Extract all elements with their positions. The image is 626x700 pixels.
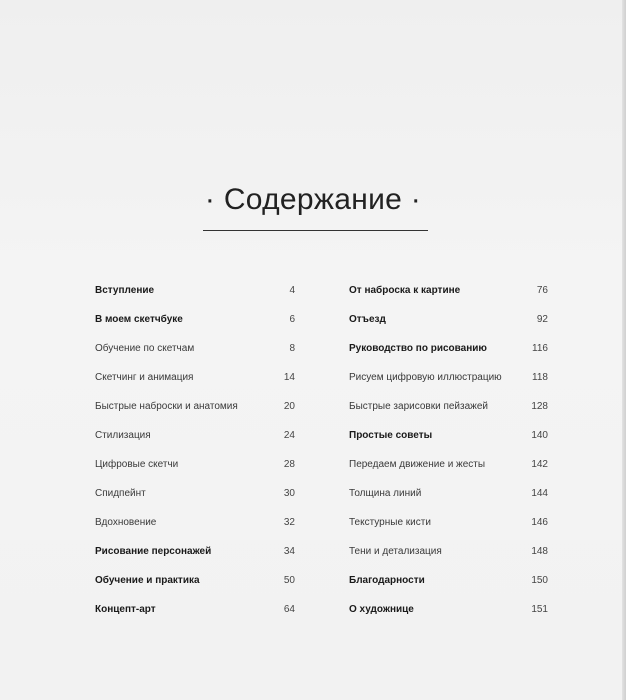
toc-entry-title: Благодарности xyxy=(349,575,425,586)
toc-entry-title: Вдохновение xyxy=(95,517,157,528)
toc-entry xyxy=(349,337,548,366)
toc-entry xyxy=(95,453,295,482)
toc-entry-title: Обучение по скетчам xyxy=(95,343,195,354)
toc-entry xyxy=(349,598,548,627)
toc-entry xyxy=(349,453,548,482)
toc-entry-title: Тени и детализация xyxy=(349,546,442,557)
toc-entry xyxy=(349,569,548,598)
page-title: · Содержание · xyxy=(204,183,422,216)
toc-entry-title: Цифровые скетчи xyxy=(95,459,179,470)
toc-entry-title: Передаем движение и жесты xyxy=(349,459,486,470)
toc-entry xyxy=(95,511,295,540)
toc-entry-page-number: 4 xyxy=(289,285,295,296)
toc-entry-page-number: 116 xyxy=(532,343,548,354)
toc-entry-title: Концепт-арт xyxy=(95,604,156,615)
toc-entry-page-number: 28 xyxy=(283,459,295,470)
toc-entry xyxy=(349,395,548,424)
toc-entry-page-number: 34 xyxy=(283,546,295,557)
toc-entry-title: В моем скетчбуке xyxy=(95,314,183,325)
toc-entry-page-number: 142 xyxy=(531,459,548,470)
toc-entry-page-number: 140 xyxy=(531,430,548,441)
toc-entry-page-number: 24 xyxy=(283,430,295,441)
toc-entry-page-number: 146 xyxy=(531,517,548,528)
toc-entry-page-number: 150 xyxy=(531,575,548,586)
toc-entry-title: Спидпейнт xyxy=(95,488,146,499)
toc-entry xyxy=(349,540,548,569)
toc-entry-page-number: 6 xyxy=(289,314,295,325)
toc-entry xyxy=(95,598,295,627)
toc-entry-page-number: 50 xyxy=(283,575,295,586)
toc-entry-page-number: 118 xyxy=(532,372,548,383)
title-underline xyxy=(203,230,428,231)
toc-entry-title: Быстрые наброски и анатомия xyxy=(95,401,238,412)
toc-entry-page-number: 64 xyxy=(283,604,295,615)
toc-entry-page-number: 151 xyxy=(531,604,548,615)
toc-entry xyxy=(349,308,548,337)
toc-entry xyxy=(349,511,548,540)
toc-entry xyxy=(95,482,295,511)
toc-entry-title: Рисуем цифровую иллюстрацию xyxy=(349,372,502,383)
toc-entry-title: Рисование персонажей xyxy=(95,546,212,557)
toc-entry-title: О художнице xyxy=(349,604,414,615)
toc-entry xyxy=(349,482,548,511)
toc-entry-title: Стилизация xyxy=(95,430,151,441)
toc-entry-page-number: 128 xyxy=(531,401,548,412)
toc-entry-page-number: 144 xyxy=(531,488,548,499)
toc-entry-title: Толщина линий xyxy=(349,488,422,499)
toc-column-left xyxy=(95,279,295,627)
toc-entry-page-number: 20 xyxy=(283,401,295,412)
toc-column-right xyxy=(349,279,548,627)
toc-entry-title: Руководство по рисованию xyxy=(349,343,487,354)
toc-entry-page-number: 148 xyxy=(531,546,548,557)
toc-entry-title: Быстрые зарисовки пейзажей xyxy=(349,401,488,412)
toc-entry xyxy=(349,279,548,308)
toc-entry-title: Простые советы xyxy=(349,430,433,441)
toc-entry xyxy=(95,366,295,395)
toc-entry xyxy=(349,366,548,395)
toc-entry xyxy=(95,424,295,453)
toc-entry-page-number: 30 xyxy=(283,488,295,499)
toc-entry xyxy=(95,337,295,366)
toc-entry-page-number: 92 xyxy=(536,314,548,325)
toc-entry-title: Скетчинг и анимация xyxy=(95,372,194,383)
toc-entry xyxy=(95,395,295,424)
toc-entry-page-number: 8 xyxy=(289,343,295,354)
page-edge-shadow xyxy=(622,0,626,700)
toc-entry-page-number: 32 xyxy=(283,517,295,528)
toc-entry xyxy=(95,569,295,598)
toc-entry-title: Обучение и практика xyxy=(95,575,200,586)
toc-entry-page-number: 76 xyxy=(536,285,548,296)
toc-entry xyxy=(95,308,295,337)
toc-entry-title: Текстурные кисти xyxy=(349,517,431,528)
toc-entry xyxy=(95,279,295,308)
toc-entry xyxy=(95,540,295,569)
toc-entry-title: Вступление xyxy=(95,285,155,296)
toc-entry xyxy=(349,424,548,453)
toc-entry-page-number: 14 xyxy=(283,372,295,383)
toc-entry-title: Отъезд xyxy=(349,314,386,325)
toc-entry-title: От наброска к картине xyxy=(349,285,461,296)
